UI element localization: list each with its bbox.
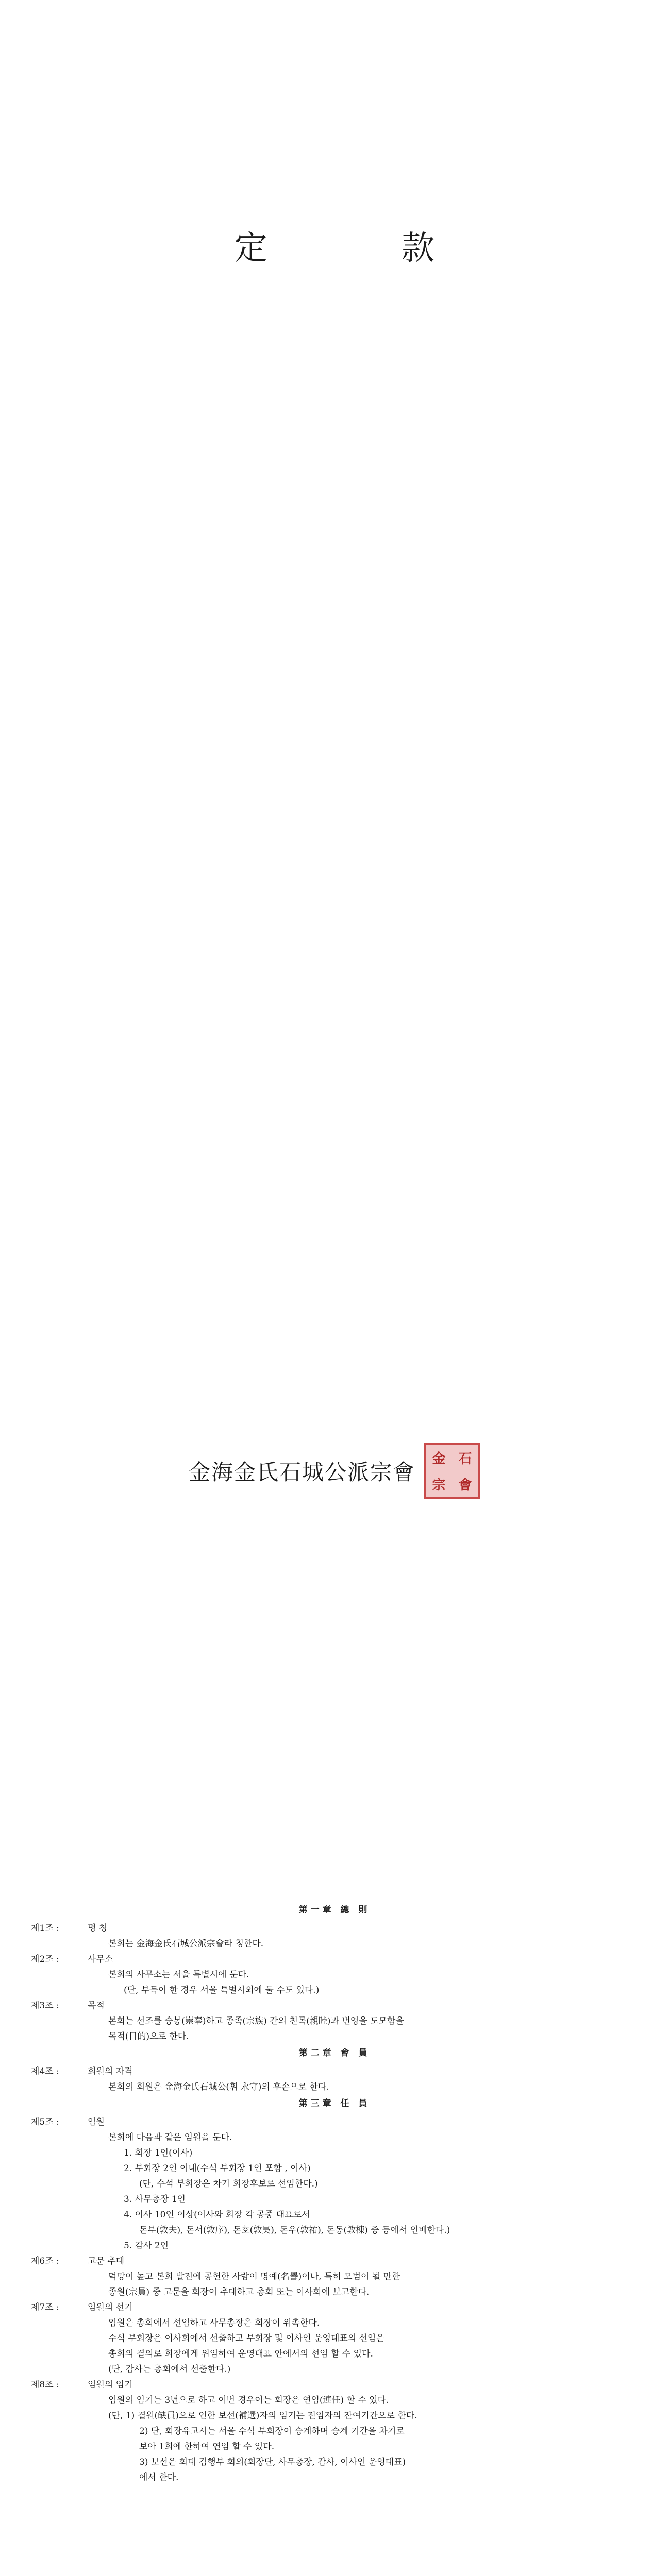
- article-text: 총회의 결의로 회장에게 위임하여 운영대표 안에서의 선임 할 수 있다.: [108, 2349, 373, 2359]
- article-text: 본회의 사무소는 서울 특별시에 둔다.: [108, 1970, 249, 1980]
- article-heading: 제1조 : 명 칭: [31, 1923, 108, 1934]
- article-heading: 제5조 : 임원: [31, 2117, 105, 2127]
- chapter-heading: 第二章 會 員: [298, 2048, 371, 2058]
- article-heading: 제3조 : 목적: [31, 2001, 105, 2011]
- article-text: 덕망이 높고 본회 발전에 공헌한 사람이 명예(名譽)이나, 특히 모범이 될 만한: [108, 2272, 400, 2282]
- list-item: 1. 회장 1인(이사): [124, 2148, 193, 2158]
- article-heading: 제6조 : 고문 추대: [31, 2256, 125, 2266]
- organization-block: [0, 1443, 669, 1499]
- list-item: 5. 감사 2인: [124, 2241, 169, 2251]
- article-heading: 제8조 : 임원의 임기: [31, 2380, 133, 2390]
- article-text: (단, 1) 결원(缺員)으로 인한 보선(補選)자의 임기는 전임자의 잔여기간으로 한다.: [108, 2411, 417, 2421]
- article-text: 수석 부회장은 이사회에서 선출하고 부회장 및 이사인 운영대표의 선임은: [108, 2333, 384, 2344]
- seal-char: 金: [432, 1451, 446, 1467]
- list-item: 돈부(敦夫), 돈서(敦序), 돈호(敦昊), 돈우(敦祐), 돈동(敦棟) 중 등에서 인배한다.): [139, 2225, 450, 2235]
- article-text: 본회는 선조를 숭봉(崇奉)하고 종족(宗族) 간의 친목(親睦)과 번영을 도모함을: [108, 2016, 404, 2026]
- article-text: 본회의 회원은 金海金氏石城公(휘 永守)의 후손으로 한다.: [108, 2082, 329, 2092]
- article-text: 종원(宗員) 중 고문을 회장이 추대하고 총회 또는 이사회에 보고한다.: [108, 2287, 370, 2297]
- article-text: 2) 단, 회장유고시는 서울 수석 부회장이 승계하며 승계 기간을 차기로: [139, 2426, 405, 2436]
- seal-char: 石: [458, 1451, 472, 1467]
- document-title: 定 款: [234, 229, 497, 267]
- article-text: 본회에 다음과 같은 임원을 둔다.: [108, 2132, 232, 2143]
- article-heading: 제7조 : 임원의 선기: [31, 2302, 133, 2313]
- chapter-heading: 第三章 任 員: [298, 2098, 371, 2109]
- article-text: 보아 1회에 한하여 연임 할 수 있다.: [139, 2442, 275, 2452]
- seal-char: 宗: [432, 1478, 446, 1493]
- chapter-heading: 第一章 總 則: [298, 1905, 371, 1915]
- article-text: 임원의 임기는 3년으로 하고 이번 경우이는 회장은 연임(連任) 할 수 있다.: [108, 2395, 389, 2405]
- list-item: 2. 부회장 2인 이내(수석 부회장 1인 포함 , 이사): [124, 2163, 311, 2174]
- article-heading: 제2조 : 사무소: [31, 1954, 113, 1964]
- article-text: 3) 보선은 회대 김행부 회의(회장단, 사무총장, 감사, 이사인 운영대표): [139, 2457, 406, 2467]
- seal-char: 會: [458, 1478, 472, 1493]
- list-item: 4. 이사 10인 이상(이사와 회장 각 공중 대표로서: [124, 2210, 310, 2220]
- organization-name: 金海金氏石城公派宗會: [188, 1460, 415, 1485]
- article-text: 에서 한다.: [139, 2472, 179, 2483]
- article-text: 본회는 金海金氏石城公派宗會라 칭한다.: [108, 1939, 264, 1949]
- article-text: 임원은 총회에서 선임하고 사무총장은 회장이 위촉한다.: [108, 2318, 320, 2328]
- article-text: (단, 감사는 총회에서 선출한다.): [108, 2364, 231, 2375]
- article-text: (단, 부득이 한 경우 서울 특별시외에 둘 수도 있다.): [124, 1985, 320, 1995]
- articles-block-1: [31, 1901, 638, 2485]
- red-seal-stamp: [424, 1443, 480, 1499]
- article-text: 목적(目的)으로 한다.: [108, 2031, 189, 2042]
- list-item: 3. 사무총장 1인: [124, 2194, 186, 2205]
- list-item: (단, 수석 부회장은 차기 회장후보로 선임한다.): [139, 2179, 318, 2189]
- article-heading: 제4조 : 회원의 자격: [31, 2066, 133, 2077]
